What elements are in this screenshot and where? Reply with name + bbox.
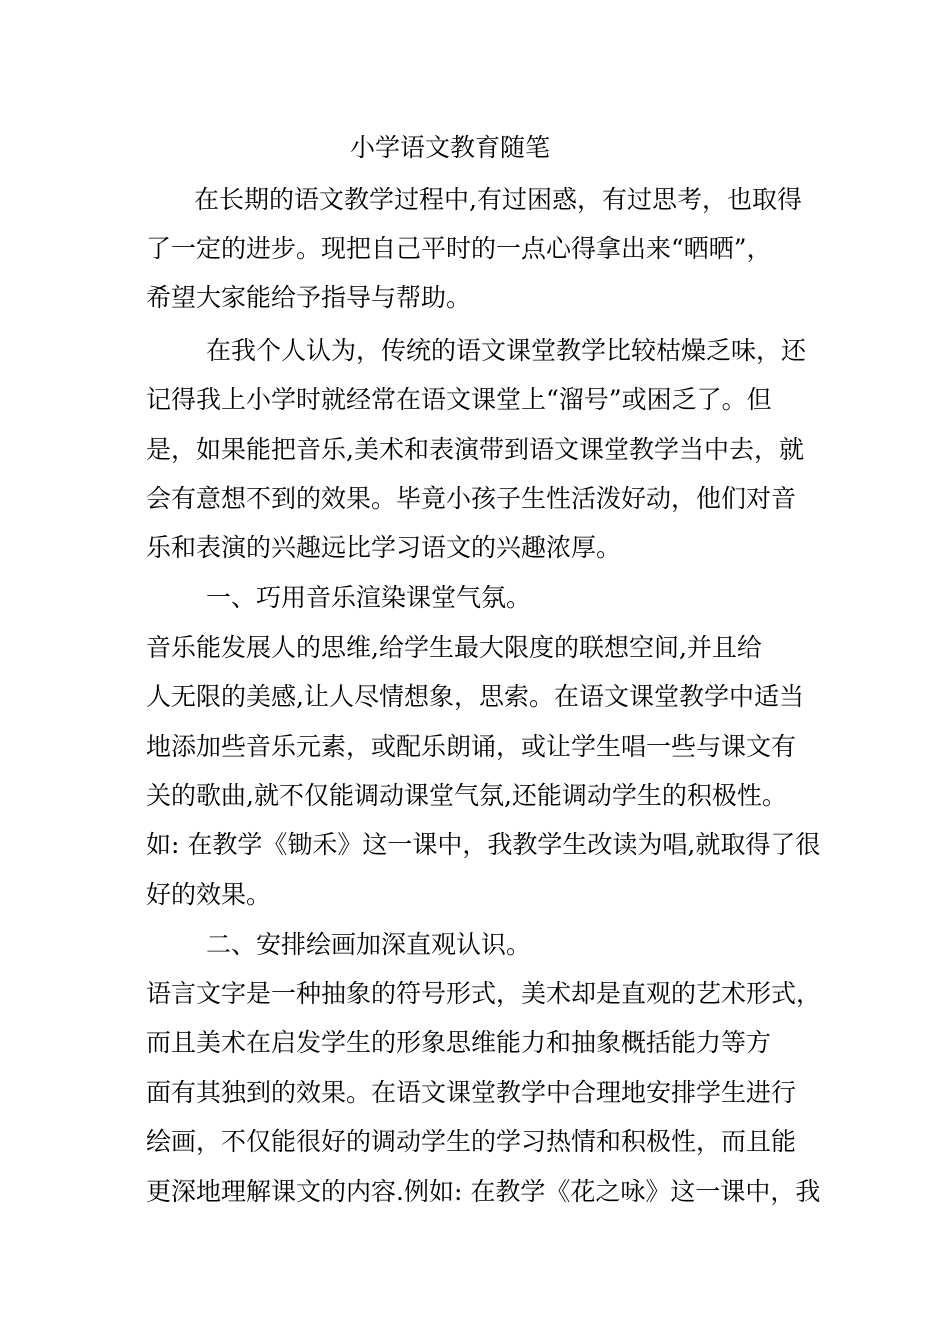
paragraph-line: 如: 在教学《锄禾》这一课中，我教学生改读为唱,就取得了很: [146, 830, 821, 859]
paragraph-line: 是，如果能把音乐,美术和表演带到语文课堂教学当中去，就: [146, 435, 804, 464]
paragraph-line: 人无限的美感,让人尽情想象，思索。在语文课堂教学中适当: [146, 682, 804, 711]
paragraph-line: 了一定的进步。现把自己平时的一点心得拿出来“晒晒”，: [146, 234, 772, 263]
paragraph-line: 绘画，不仅能很好的调动学生的学习热情和积极性，而且能: [146, 1127, 797, 1156]
paragraph-line: 记得我上小学时就经常在语文课堂上“溜号”或困乏了。但: [146, 385, 772, 414]
paragraph-line: 语言文字是一种抽象的符号形式，美术却是直观的艺术形式，: [146, 979, 822, 1008]
paragraph-line: 而且美术在启发学生的形象思维能力和抽象概括能力等方: [146, 1028, 772, 1057]
paragraph-line: 地添加些音乐元素，或配乐朗诵，或让学生唱一些与课文有: [146, 732, 797, 761]
paragraph-line: 好的效果。: [146, 880, 272, 909]
paragraph-line: 更深地理解课文的内容.例如: 在教学《花之咏》这一课中，我: [146, 1177, 821, 1206]
section-heading: 一、巧用音乐渲染课堂气氛。: [206, 583, 532, 612]
document-title: 小学语文教育随笔: [349, 133, 550, 162]
paragraph-line: 希望大家能给予指导与帮助。: [146, 283, 472, 312]
paragraph-line: 关的歌曲,就不仅能调动课堂气氛,还能调动学生的积极性。: [146, 781, 787, 810]
paragraph-line: 面有其独到的效果。在语文课堂教学中合理地安排学生进行: [146, 1078, 797, 1107]
paragraph-line: 乐和表演的兴趣远比学习语文的兴趣浓厚。: [146, 533, 622, 562]
paragraph-line: 在我个人认为，传统的语文课堂教学比较枯燥乏味，还: [206, 336, 807, 365]
section-heading: 二、安排绘画加深直观认识。: [206, 930, 532, 959]
paragraph-line: 在长期的语文教学过程中,有过困惑，有过思考，也取得: [194, 185, 802, 214]
paragraph-line: 音乐能发展人的思维,给学生最大限度的联想空间,并且给: [146, 633, 762, 662]
paragraph-line: 会有意想不到的效果。毕竟小孩子生性活泼好动，他们对音: [146, 484, 797, 513]
